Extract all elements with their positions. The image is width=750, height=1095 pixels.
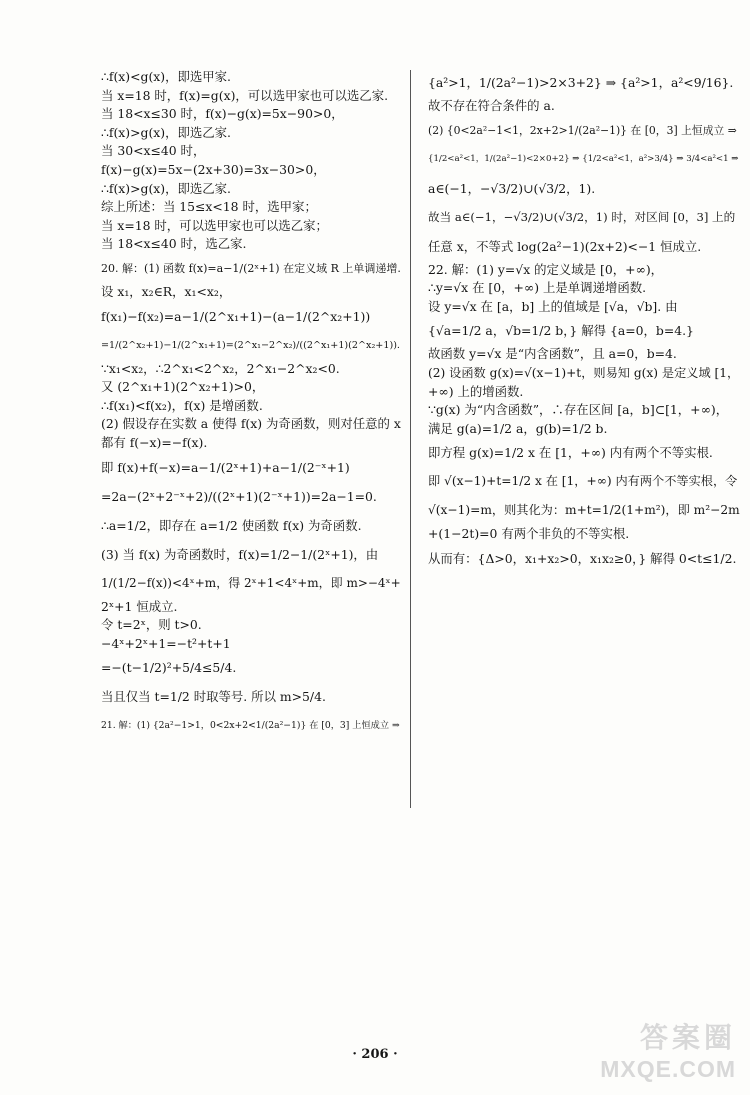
- left-text-line: f(x)−g(x)=5x−(2x+30)=3x−30>0，: [101, 161, 326, 177]
- right-text-line: 设 y=√x 在 [a，b] 上的值域是 [√a，√b]. 由: [428, 298, 678, 314]
- right-text-line: 满足 g(a)=1/2 a，g(b)=1/2 b.: [428, 420, 608, 436]
- left-text-line: −4ˣ+2ˣ+1=−t²+t+1: [101, 635, 231, 651]
- right-text-line: (2) 设函数 g(x)=√(x−1)+t，则易知 g(x) 是定义域 [1，: [428, 365, 740, 380]
- right-column: [428, 68, 740, 573]
- right-text-line: {1/2<a²<1，1/(2a²−1)<2×0+2} ⇒ {1/2<a²<1，a²>3/4} ⇒ 3/4<a²<1 ⇒: [428, 153, 739, 164]
- left-text-line: 都有 f(−x)=−f(x).: [101, 434, 208, 450]
- left-text-line: =1/(2^x₂+1)−1/(2^x₁+1)=(2^x₁−2^x₂)/((2^x₁+1)(2^x₂+1)).: [101, 339, 400, 351]
- left-text-line: =2a−(2ˣ+2⁻ˣ+2)/((2ˣ+1)(2⁻ˣ+1))=2a−1=0.: [101, 488, 377, 504]
- left-text-line: 1/(1/2−f(x))<4ˣ+m，得 2ˣ+1<4ˣ+m，即 m>−4ˣ+: [101, 575, 401, 590]
- left-text-line: 2ˣ+1 恒成立.: [101, 598, 178, 614]
- right-text-line: a∈(−1，−√3/2)∪(√3/2，1).: [428, 180, 596, 196]
- left-text-line: ∴f(x)<g(x)，即选甲家.: [101, 69, 231, 84]
- left-text-line: ∴f(x)>g(x)，即选乙家.: [101, 180, 231, 196]
- left-text-line: (2) 假设存在实数 a 使得 f(x) 为奇函数，则对任意的 x: [101, 416, 401, 432]
- right-text-line: (2) {0<2a²−1<1，2x+2>1/(2a²−1)} 在 [0，3] 上恒成立 ⇒: [428, 123, 737, 137]
- watermark-logo: [600, 1016, 736, 1083]
- right-text-line: √(x−1)=m，则其化为：m+t=1/2(1+m²)，即 m²−2m: [428, 503, 740, 518]
- right-text-line: 即方程 g(x)=1/2 x 在 [1，+∞) 内有两个不等实根.: [428, 445, 713, 461]
- left-text-line: 当 18<x≤30 时，f(x)−g(x)=5x−90>0，: [101, 106, 344, 122]
- right-text-line: +∞) 上的增函数.: [428, 383, 524, 399]
- left-text-line: 当 30<x≤40 时，: [101, 143, 206, 159]
- watermark-line1: 答案圈: [639, 1022, 736, 1053]
- right-text-line: 故函数 y=√x 是“内含函数”，且 a=0，b=4.: [428, 346, 677, 362]
- left-column: [101, 68, 401, 740]
- left-text-line: 当 18<x≤40 时，选乙家.: [101, 236, 247, 252]
- left-text-line: 综上所述：当 15≤x<18 时，选甲家；: [101, 199, 317, 215]
- left-text-line: 当 x=18 时，f(x)=g(x)，可以选甲家也可以选乙家.: [101, 87, 389, 103]
- left-text-line: ∴f(x₁)<f(x₂)，f(x) 是增函数.: [101, 397, 263, 413]
- left-text-line: (3) 当 f(x) 为奇函数时，f(x)=1/2−1/(2ˣ+1)，由: [101, 546, 379, 562]
- page-number: · 206 ·: [352, 1047, 398, 1062]
- left-text-line: 设 x₁，x₂∈R，x₁<x₂，: [101, 283, 232, 299]
- left-text-line: ∴a=1/2，即存在 a=1/2 使函数 f(x) 为奇函数.: [101, 517, 362, 533]
- right-text-line: 故不存在符合条件的 a.: [428, 98, 555, 113]
- left-text-line: f(x₁)−f(x₂)=a−1/(2^x₁+1)−(a−1/(2^x₂+1)): [101, 308, 371, 324]
- right-text-line: ∵g(x) 为“内含函数”，∴存在区间 [a，b]⊂[1，+∞)，: [428, 402, 729, 418]
- left-text-line: 当 x=18 时，可以选甲家也可以选乙家；: [101, 217, 328, 233]
- watermark-line2: MXQE.COM: [600, 1056, 736, 1082]
- column-divider: [410, 70, 411, 808]
- right-text-line: 从而有：{Δ>0，x₁+x₂>0，x₁x₂≥0，} 解得 0<t≤1/2.: [428, 550, 737, 566]
- right-text-line: 故当 a∈(−1，−√3/2)∪(√3/2，1) 时，对区间 [0，3] 上的: [428, 209, 736, 224]
- left-text-line: ∵x₁<x₂，∴2^x₁<2^x₂，2^x₁−2^x₂<0.: [101, 360, 340, 376]
- right-text-line: +(1−2t)=0 有两个非负的不等实根.: [428, 526, 630, 542]
- right-text-line: ∴y=√x 在 [0，+∞) 上是单调递增函数.: [428, 280, 647, 296]
- left-text-line: 即 f(x)+f(−x)=a−1/(2ˣ+1)+a−1/(2⁻ˣ+1): [101, 459, 350, 475]
- left-text-line: 21. 解：(1) {2a²−1>1，0<2x+2<1/(2a²−1)} 在 [0，3] 上恒成立 ⇒: [101, 720, 400, 732]
- left-text-line: 令 t=2ˣ，则 t>0.: [101, 617, 202, 633]
- left-text-line: =−(t−1/2)²+5/4≤5/4.: [101, 660, 237, 676]
- right-text-line: {a²>1，1/(2a²−1)>2×3+2} ⇒ {a²>1，a²<9/16}.: [428, 75, 734, 90]
- left-text-line: 20. 解：(1) 函数 f(x)=a−1/(2ˣ+1) 在定义域 R 上单调递增.: [101, 261, 401, 275]
- left-text-line: 当且仅当 t=1/2 时取等号. 所以 m>5/4.: [101, 689, 326, 705]
- right-text-line: {√a=1/2 a，√b=1/2 b，} 解得 {a=0，b=4.}: [428, 323, 694, 339]
- right-text-line: 任意 x，不等式 log(2a²−1)(2x+2)<−1 恒成立.: [428, 238, 702, 254]
- left-text-line: ∴f(x)>g(x)，即选乙家.: [101, 124, 231, 140]
- right-text-line: 即 √(x−1)+t=1/2 x 在 [1，+∞) 内有两个不等实根，令: [428, 474, 738, 489]
- right-text-line: 22. 解：(1) y=√x 的定义域是 [0，+∞)，: [428, 261, 664, 277]
- left-text-line: 又 (2^x₁+1)(2^x₂+1)>0，: [101, 379, 265, 395]
